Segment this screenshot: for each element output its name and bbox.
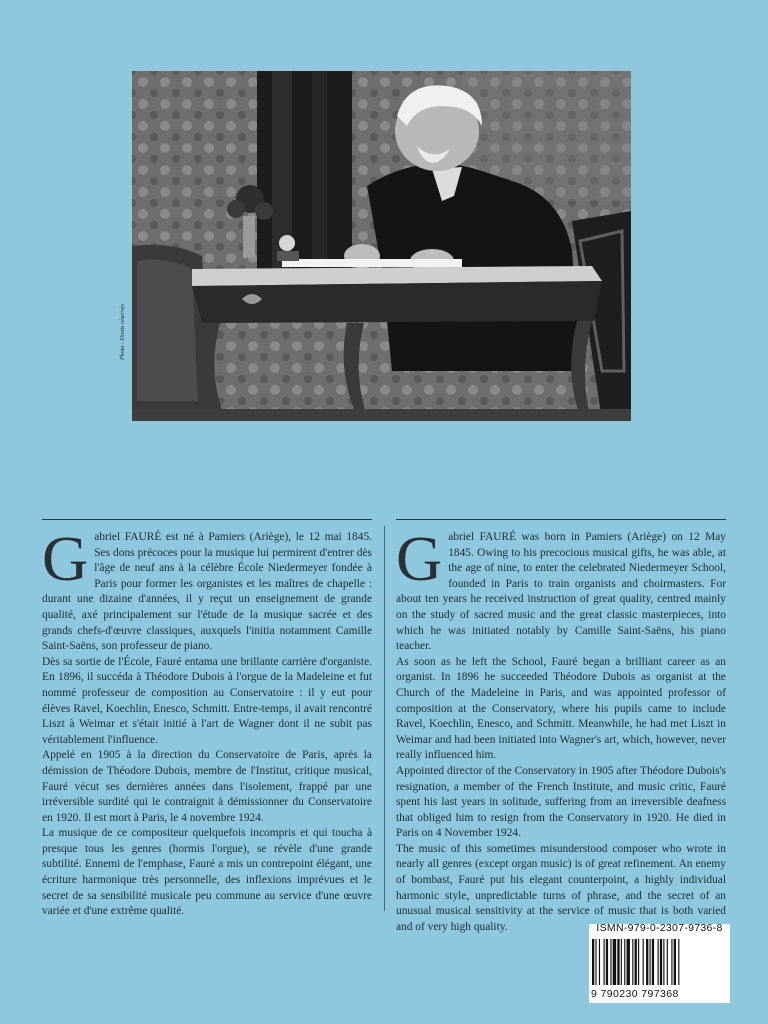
barcode-bar xyxy=(646,939,648,985)
french-dropcap: G xyxy=(42,523,89,594)
french-biography xyxy=(42,523,372,920)
english-paragraph: As soon as he left the School, Fauré began a brilliant career as an organist. In 1896 he succeeded Théodore Dubois as organist at the Church of the Madeleine in Paris, and was appointed professor of composition at the Conservatory, where his pupils came to include Ravel, Koechlin, Enesco, and Schmitt. Meanwhile, he had met Liszt in Weimar and had been initiated into Wagner's art, which, however, never really influenced him. xyxy=(396,655,726,762)
barcode-bar xyxy=(632,939,633,985)
barcode-bar xyxy=(663,939,664,985)
barcode-bar xyxy=(674,939,676,985)
barcode-bar xyxy=(678,939,679,985)
barcode-bar xyxy=(617,939,619,985)
barcode-bar xyxy=(658,939,659,985)
english-paragraph: Appointed director of the Conservatory in 1905 after Théodore Dubois's resignation, a member of the French Institute, and music critic, Fauré spent his last years in solitude, suffering from an irreversible deafness that obliged him to resign from the Conservatory in 1920. He died in Paris on 4 November 1924. xyxy=(396,764,726,840)
english-paragraph: abriel FAURÉ was born in Pamiers (Ariège) on 12 May 1845. Owing to his precocious musical gifts, he was able, at the age of nine, to enter the celebrated Niedermeyer School, founded in Paris to train organists and choirmasters. For about ten years he received instruction of great quality, centred mainly on the study of sacred music and the great classic masterpieces, into which he was initiated notably by Camille Saint-Saëns, his piano teacher. xyxy=(396,531,726,653)
english-dropcap: G xyxy=(396,523,443,594)
french-paragraph: Dès sa sortie de l'École, Fauré entama une brillante carrière d'organiste. En 1896, il succéda à Théodore Dubois à l'orgue de la Madeleine et fut nommé professeur de composition au Conservatoire : il y eut pour élèves Ravel, Koechlin, Enesco, Schmitt. Entre-temps, il avait rencontré Liszt à Weimar et s'était initié à l'art de Wagner dont il ne subit pas véritablement l'influence. xyxy=(42,655,372,746)
barcode-bar xyxy=(650,939,651,985)
english-biography xyxy=(396,523,726,935)
french-paragraph: La musique de ce compositeur quelquefois incompris et qui toucha à presque tous les genres (hormis l'orgue), se révèle d'une grande subtilité. Ennemi de l'emphase, Fauré a mis un contrepoint élégant, une écriture harmonique très personnelle, des inflexions imprévues et le secret de sa sensibilité musicale peu commune au service d'une œuvre variée et d'une extrême qualité. xyxy=(42,827,372,918)
right-rule xyxy=(396,519,726,520)
english-paragraph: The music of this sometimes misunderstood composer who wrote in nearly all genres (except organ music) is of great refinement. An enemy of bombast, Fauré put his elegant counterpoint, a highly individual harmonic style, unpredictable turns of phrase, and the secret of an unusual musical sensitivity at the service of music that is both varied and of very high quality. xyxy=(396,842,726,933)
photo-illustration xyxy=(132,71,631,421)
barcode-bar xyxy=(621,939,622,985)
composer-photo xyxy=(132,71,631,421)
barcode-bar xyxy=(595,939,596,985)
barcode-bar xyxy=(652,939,654,985)
barcode-bar xyxy=(624,939,625,985)
barcode-bar xyxy=(604,939,605,985)
barcode-bar xyxy=(667,939,668,985)
french-paragraph: Appelé en 1905 à la direction du Conservatoire de Paris, après la démission de Théodore Dubois, membre de l'Institut, critique musical, Fauré vécut ses dernières années dans l'isolement, frappé par une irréversible surdité qui le contraignit à démissionner du Conservatoire en 1920. Il est mort à Paris, le 4 novembre 1924. xyxy=(42,749,372,824)
ismn-label: ISMN-979-0-2307-9736-8 xyxy=(596,922,723,934)
barcode-bar xyxy=(638,939,639,985)
barcode-bar xyxy=(660,939,662,985)
barcode-bar xyxy=(599,939,600,985)
barcode-bar xyxy=(635,939,637,985)
left-rule xyxy=(42,519,372,520)
barcode-bar xyxy=(643,939,644,985)
photo-credit: Photo : Droits réservés xyxy=(120,304,126,360)
barcode-bar xyxy=(592,939,594,985)
barcode-bar xyxy=(606,939,608,985)
french-paragraph: abriel FAURÉ est né à Pamiers (Ariège), le 12 mai 1845. Ses dons précoces pour la musique lui permirent d'entrer dès l'âge de neuf ans à la célèbre École Niedermeyer fondée à Paris pour former les organistes et les maîtres de chapelle : durant une dizaine d'années, il y reçut un enseignement de grande qualité, axé principalement sur l'étude de la musique sacrée et des grands chefs-d'œuvre classiques, auxquels l'initia notamment Camille Saint-Saëns, son professeur de piano. xyxy=(42,531,372,653)
column-divider xyxy=(384,526,385,911)
barcode-digits: 9 790230 797368 xyxy=(591,988,679,1000)
barcode-bar xyxy=(627,939,630,985)
barcode-bar xyxy=(610,939,611,985)
barcode-icon xyxy=(590,937,729,987)
barcode-bar xyxy=(613,939,616,985)
barcode-bar xyxy=(671,939,672,985)
